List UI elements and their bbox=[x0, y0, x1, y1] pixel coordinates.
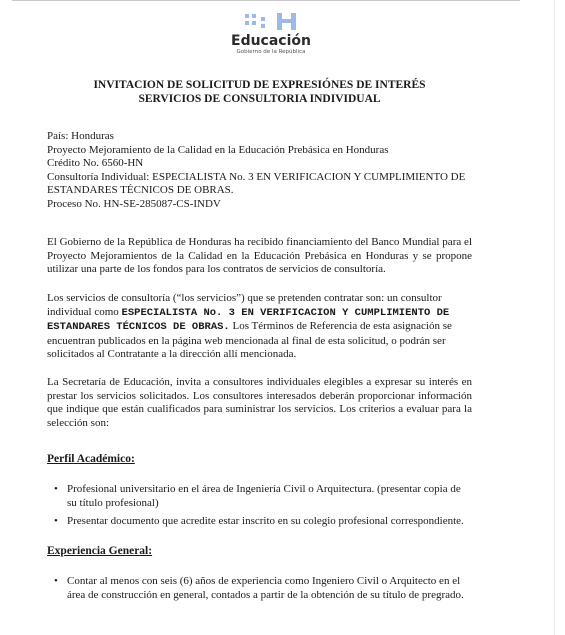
right-border bbox=[554, 0, 555, 635]
paragraph-financing: El Gobierno de la República de Honduras ha recibido financiamiento del Banco Mundial para el Proyecto Mejoramientos de la Calidad en la Educación Prebásica en Honduras y se propone utilizar una parte de los fondos para los contratos de servicios de consultoría. bbox=[47, 236, 472, 275]
perfil-heading: Perfil Académico: bbox=[47, 453, 135, 465]
list-item bbox=[47, 574, 472, 602]
logo-mark-icon bbox=[221, 12, 321, 30]
position-name: ESPECIALISTA No. 3 EN VERIFICACION Y CUMPLIMIENTO DE bbox=[121, 306, 450, 319]
experiencia-heading: Experiencia General: bbox=[47, 545, 153, 557]
process-number: Proceso No. HN-SE-285087-CS-INDV bbox=[47, 197, 221, 210]
services-line-5: solicitados al Contratante a la dirección allí mencionada. bbox=[47, 348, 297, 360]
experiencia-list bbox=[47, 574, 472, 606]
list-item-text: Profesional universitario en el área de Ingeniería Civil o Arquitectura. (presentar copia de su título profesional) bbox=[67, 483, 461, 509]
services-line-2-text: individual como bbox=[47, 305, 122, 318]
paragraph-invitation: La Secretaría de Educación, invita a consultores individuales elegibles a expresar su interés en prestar los servicios solicitados. Los consultores interesados deberán proporcionar información que indique que están cualificados para suministrar los servicios. Los criterios a evaluar para la selección son: bbox=[47, 376, 472, 429]
project-info bbox=[47, 130, 472, 211]
logo-subtitle: Gobierno de la República bbox=[236, 49, 306, 55]
credit-number: Crédito No. 6560-HN bbox=[47, 157, 144, 169]
services-line-1: Los servicios de consultoría (“los servicios”) que se pretenden contratar son: un consultor bbox=[47, 292, 442, 304]
services-line-2 bbox=[47, 306, 472, 321]
list-item bbox=[47, 482, 472, 510]
country: País: Honduras bbox=[47, 130, 114, 142]
position-name-cont: ESTANDARES TÉCNICOS DE OBRAS. bbox=[47, 321, 230, 333]
list-item-text: Contar al menos con seis (6) años de experiencia como Ingeniero Civil o Arquitecto en el área de construcción en general, contados a partir de la obtención de su título de pregrado. bbox=[67, 575, 464, 601]
list-item-text: Presentar documento que acredite estar inscrito en su colegio profesional correspondiente. bbox=[67, 515, 464, 527]
services-line-3 bbox=[47, 320, 472, 335]
services-line-3-text: Los Términos de Referencia de esta asignación se bbox=[229, 320, 452, 332]
bullet-icon: • bbox=[54, 515, 58, 527]
perfil-list bbox=[47, 482, 472, 532]
doc-subtitle: SERVICIOS DE CONSULTORIA INDIVIDUAL bbox=[138, 93, 381, 105]
consultancy-line-2: ESTANDARES TÉCNICOS DE OBRAS. bbox=[47, 184, 234, 196]
bullet-icon: • bbox=[54, 575, 58, 587]
paragraph-services bbox=[47, 292, 472, 362]
bullet-icon: • bbox=[54, 483, 58, 495]
services-line-4: encuentran publicados en la página web mencionada al final de esta solicitud, o podrán ser bbox=[47, 334, 446, 347]
doc-title: INVITACION DE SOLICITUD DE EXPRESIÓNES DE INTERÉS bbox=[93, 79, 426, 91]
project-name: Proyecto Mejoramiento de la Calidad en la Educación Prebásica en Honduras bbox=[47, 143, 389, 156]
consultancy-line-1: Consultoría Individual: ESPECIALISTA No. 3 EN VERIFICACION Y CUMPLIMIENTO DE bbox=[47, 170, 466, 183]
logo bbox=[221, 12, 321, 56]
top-border bbox=[12, 0, 520, 1]
list-item bbox=[47, 514, 472, 528]
logo-name: Educación bbox=[231, 33, 311, 49]
